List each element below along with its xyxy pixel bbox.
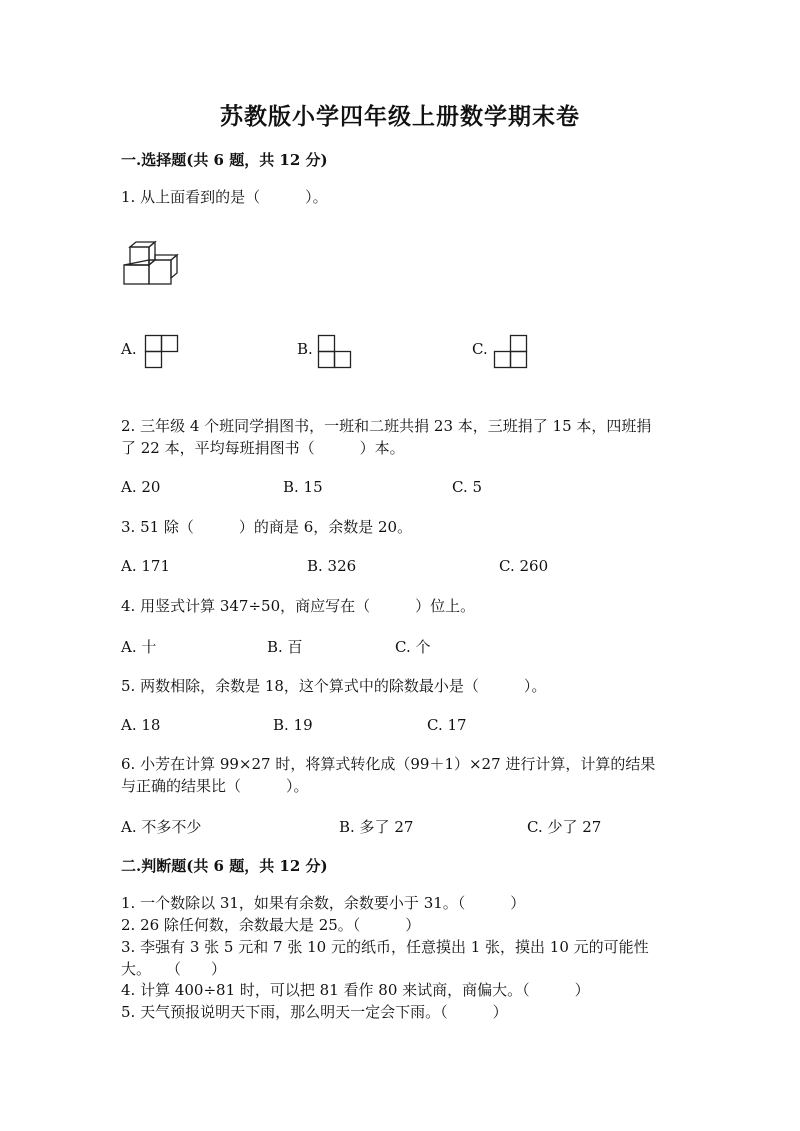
page-title: 苏教版小学四年级上册数学期末卷	[220, 103, 580, 130]
q1-option-c: C.	[472, 340, 488, 358]
question-2-line-1: 2. 三年级 4 个班同学捐图书，一班和二班共捐 23 本，三班捐了 15 本，四班捐	[121, 417, 652, 435]
q4-option-b: B. 百	[267, 638, 303, 656]
question-6-line-1: 6. 小芳在计算 99×27 时，将算式转化成（99＋1）×27 进行计算，计算的结果	[121, 755, 656, 773]
q6-option-a: A. 不多不少	[121, 818, 202, 836]
q1-option-a: A.	[121, 340, 137, 358]
judgement-item-3-line-2: 大。 （ ）	[121, 960, 227, 978]
question-3: 3. 51 除（ ）的商是 6，余数是 20。	[121, 518, 413, 536]
judgement-item-1: 1. 一个数除以 31，如果有余数，余数要小于 31。（ ）	[121, 894, 526, 912]
cube-stack-figure	[122, 242, 182, 290]
q2-option-c: C. 5	[452, 478, 483, 496]
q5-option-a: A. 18	[121, 716, 161, 734]
q3-option-c: C. 260	[499, 557, 549, 575]
q5-option-b: B. 19	[273, 716, 313, 734]
q2-option-b: B. 15	[283, 478, 323, 496]
judgement-item-4: 4. 计算 400÷81 时，可以把 81 看作 80 来试商，商偏大。（ ）	[121, 981, 590, 999]
q3-option-b: B. 326	[307, 557, 357, 575]
question-6-line-2: 与正确的结果比（ ）。	[121, 777, 309, 795]
section-heading-choice: 一.选择题(共 6 题，共 12 分)	[121, 151, 328, 169]
section-heading-judgement: 二.判断题(共 6 题，共 12 分)	[121, 857, 328, 875]
q4-option-a: A. 十	[121, 638, 157, 656]
option-a-grid-figure	[145, 335, 179, 369]
judgement-item-5: 5. 天气预报说明天下雨，那么明天一定会下雨。（ ）	[121, 1003, 508, 1021]
q6-option-c: C. 少了 27	[527, 818, 602, 836]
judgement-item-2: 2. 26 除任何数，余数最大是 25。（ ）	[121, 916, 421, 934]
q5-option-c: C. 17	[427, 716, 467, 734]
q1-option-b: B.	[297, 340, 313, 358]
question-2-line-2: 了 22 本，平均每班捐图书（ ）本。	[121, 439, 405, 457]
q2-option-a: A. 20	[121, 478, 161, 496]
option-c-grid-figure	[494, 335, 528, 369]
q4-option-c: C. 个	[395, 638, 431, 656]
q6-option-b: B. 多了 27	[339, 818, 414, 836]
judgement-item-3-line-1: 3. 李强有 3 张 5 元和 7 张 10 元的纸币，任意摸出 1 张，摸出 10 元的可能性	[121, 938, 649, 956]
question-1: 1. 从上面看到的是（ ）。	[121, 188, 328, 206]
option-b-grid-figure	[318, 335, 352, 369]
question-4: 4. 用竖式计算 347÷50，商应写在（ ）位上。	[121, 597, 476, 615]
question-5: 5. 两数相除，余数是 18，这个算式中的除数最小是（ ）。	[121, 677, 547, 695]
q3-option-a: A. 171	[121, 557, 170, 575]
